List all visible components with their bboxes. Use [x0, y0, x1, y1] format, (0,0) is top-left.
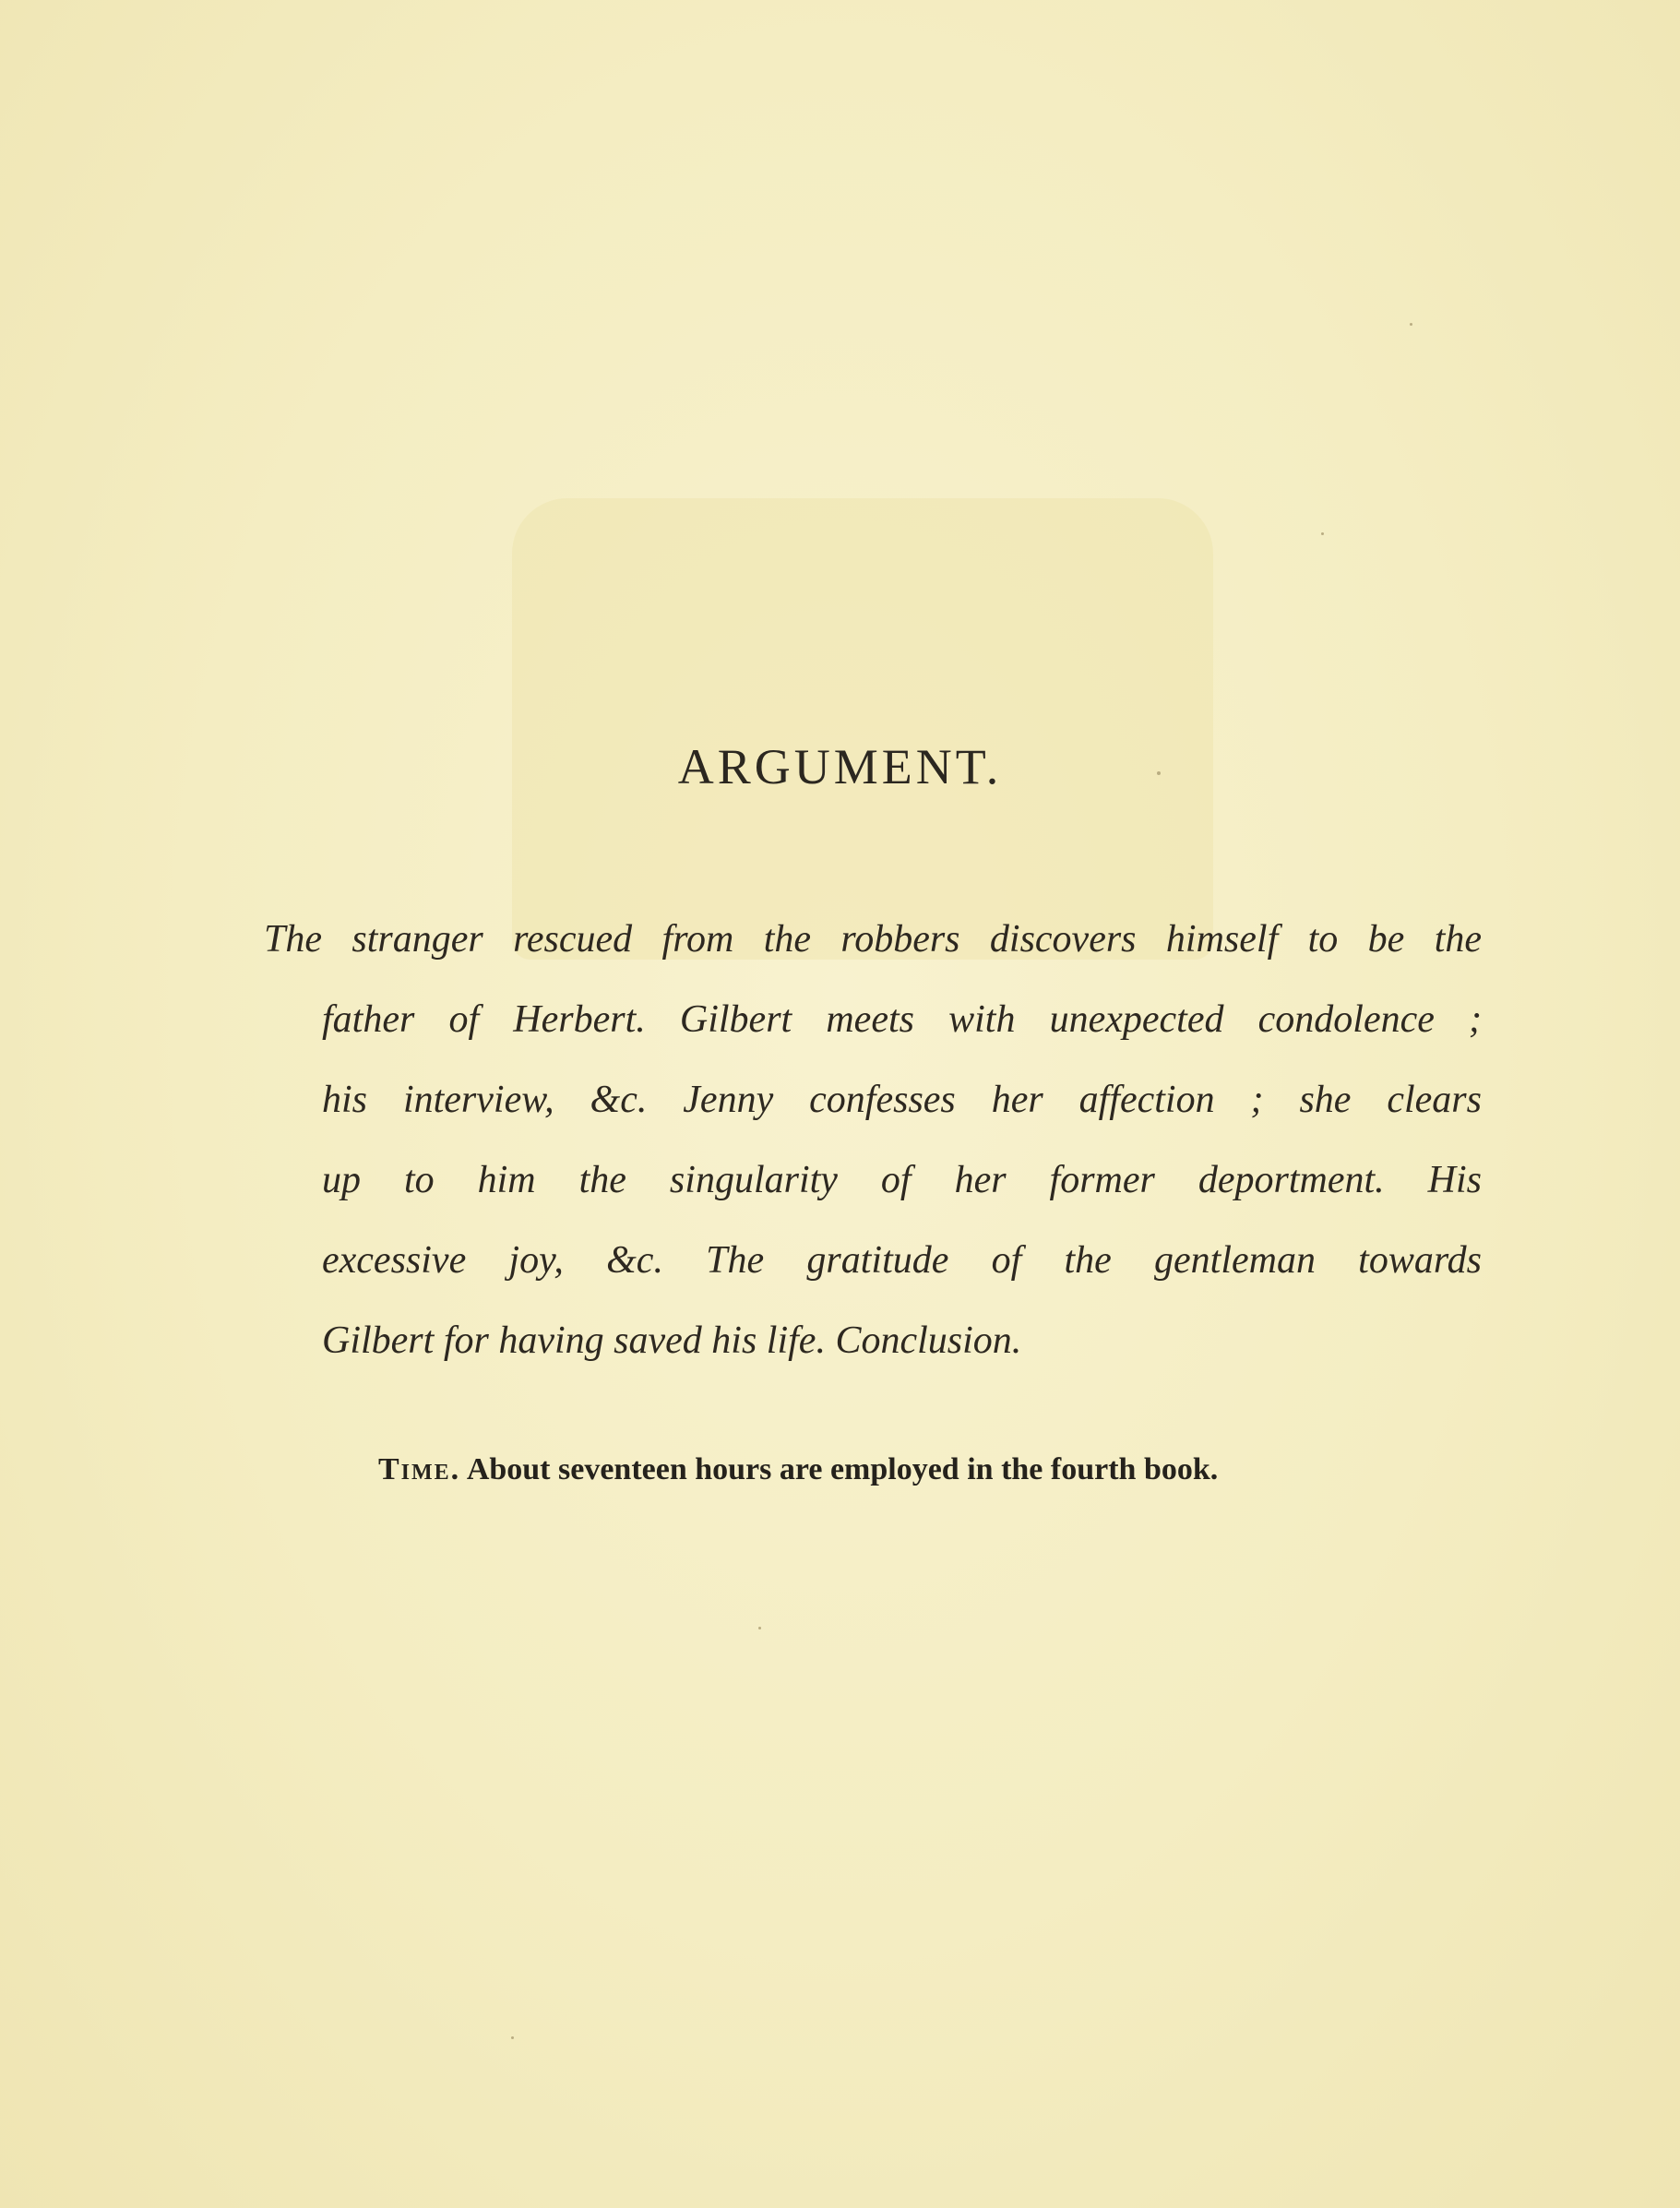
time-note: [378, 1452, 1218, 1487]
paper-speck: [511, 2036, 514, 2039]
page-heading: ARGUMENT.: [677, 739, 1003, 794]
paper-speck: [1410, 323, 1412, 326]
argument-line: The stranger rescued from the robbers discovers himself to be the: [264, 918, 1482, 961]
time-note-label: Time.: [378, 1452, 461, 1486]
argument-line: father of Herbert. Gilbert meets with unexpected condolence ;: [322, 998, 1482, 1041]
argument-paragraph: [264, 900, 1482, 1381]
paper-speck: [1321, 532, 1324, 535]
argument-line: up to him the singularity of her former deportment. His: [322, 1159, 1482, 1201]
argument-line: his interview, &c. Jenny confesses her affection ; she clears: [322, 1079, 1482, 1121]
paper-speck: [758, 1627, 761, 1629]
argument-line: excessive joy, &c. The gratitude of the gentleman towards: [322, 1239, 1482, 1282]
time-note-text: About seventeen hours are employed in the fourth book.: [466, 1452, 1219, 1486]
argument-line: Gilbert for having saved his life. Conclusion.: [322, 1319, 1022, 1362]
paper-speck: [1157, 771, 1161, 775]
